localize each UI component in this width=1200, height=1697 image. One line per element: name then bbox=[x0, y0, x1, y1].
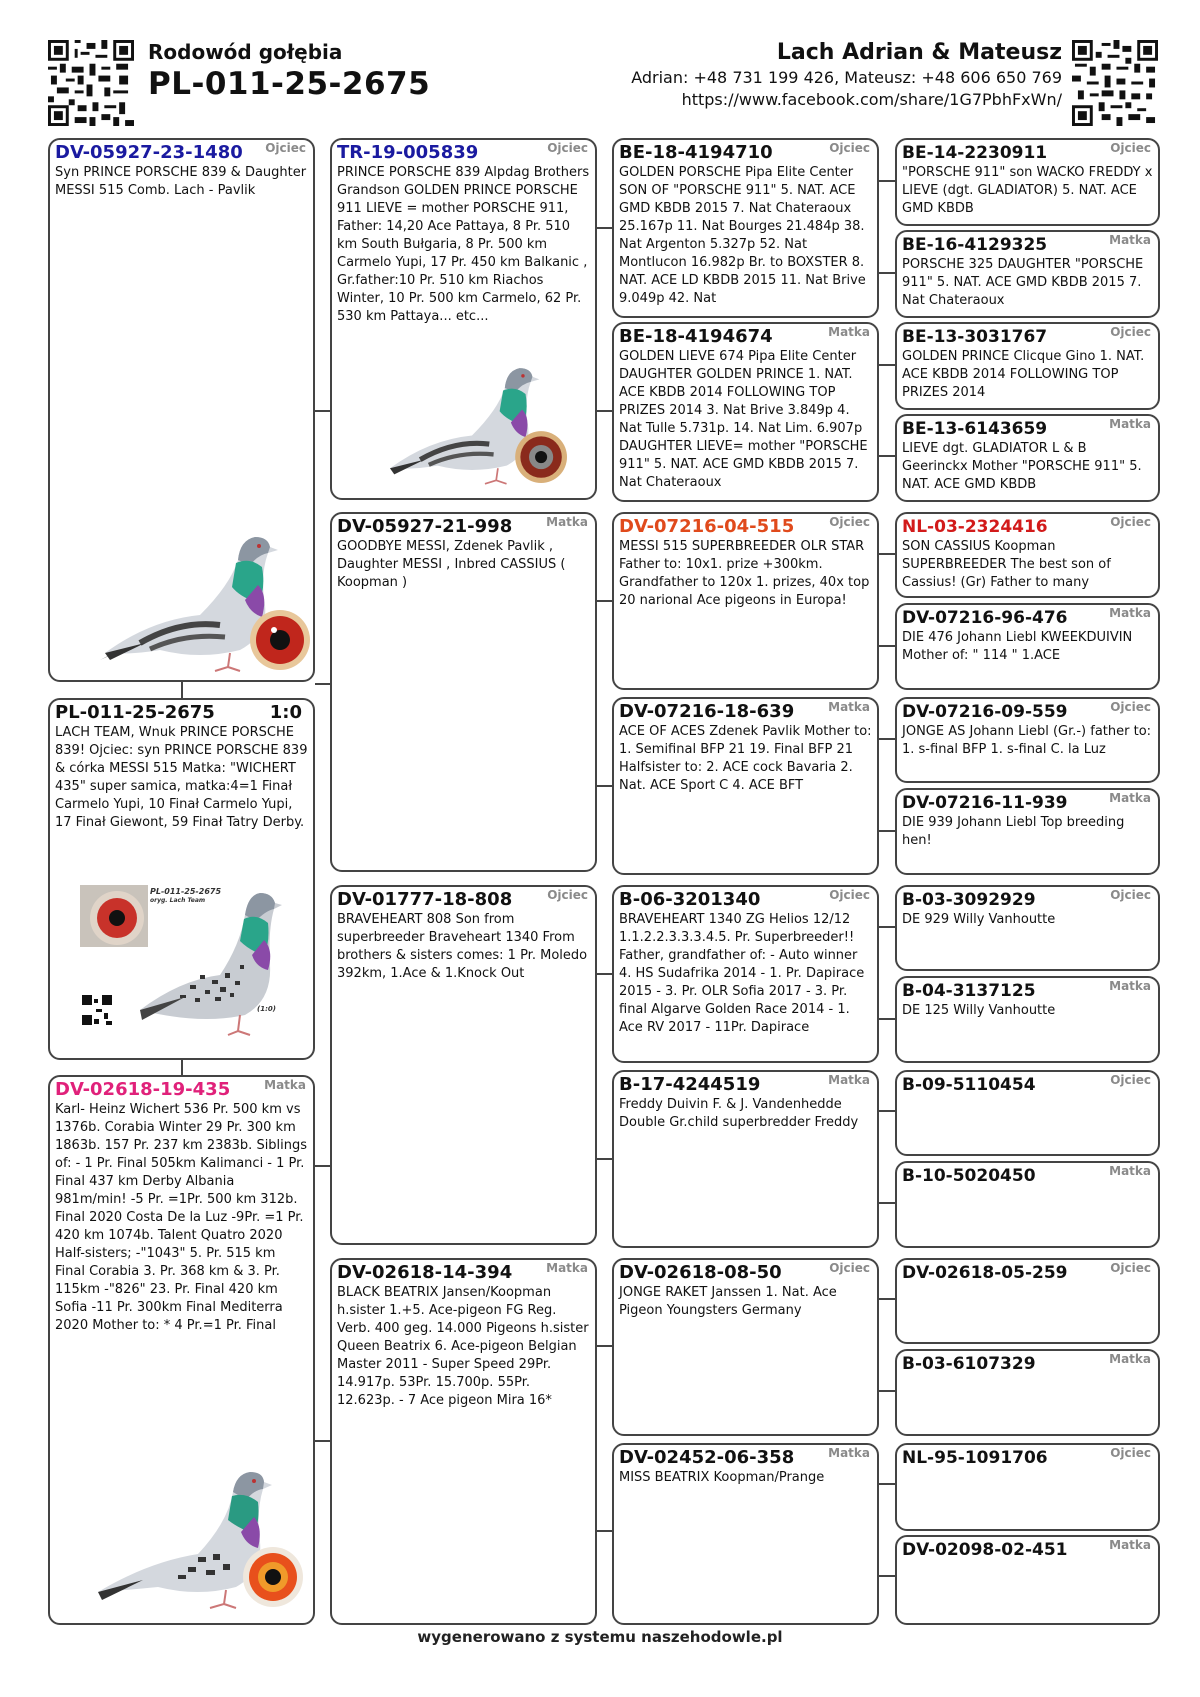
ring-number: BE-18-4194710 bbox=[619, 142, 773, 163]
connector-line bbox=[597, 410, 612, 412]
header-right bbox=[631, 40, 1062, 109]
qr-code-right bbox=[1072, 40, 1158, 126]
ring-number: BE-13-3031767 bbox=[902, 327, 1048, 347]
ring-number: B-17-4244519 bbox=[619, 1074, 761, 1095]
role-label: Matka bbox=[1109, 1164, 1151, 1178]
connector-line bbox=[879, 455, 895, 457]
qr-code-left bbox=[48, 40, 134, 126]
pedigree-card-gen4[interactable] bbox=[895, 1258, 1160, 1344]
connector-line bbox=[181, 1060, 183, 1075]
pedigree-card-gen4[interactable] bbox=[895, 1349, 1160, 1436]
role-label: Ojciec bbox=[829, 515, 870, 529]
ring-number: B-09-5110454 bbox=[902, 1075, 1036, 1095]
pigeon-description: Freddy Duivin F. & J. Vandenhedde Double Gr.child superbredder Freddy bbox=[619, 1097, 859, 1130]
connector-line bbox=[315, 410, 330, 412]
ring-number: TR-19-005839 bbox=[337, 142, 479, 163]
pigeon-description: JONGE RAKET Janssen 1. Nat. Ace Pigeon Youngsters Germany bbox=[619, 1285, 837, 1318]
header-left bbox=[148, 40, 430, 102]
owner-phones: Adrian: +48 731 199 426, Mateusz: +48 606 650 769 bbox=[631, 68, 1062, 87]
connector-line bbox=[597, 227, 612, 229]
pigeon-photo bbox=[377, 355, 567, 490]
role-label: Matka bbox=[1109, 417, 1151, 431]
pedigree-card-gen4[interactable] bbox=[895, 603, 1160, 690]
pedigree-card-gen3[interactable] bbox=[612, 1258, 879, 1436]
role-label: Matka bbox=[828, 1446, 870, 1460]
role-label: Matka bbox=[1109, 1538, 1151, 1552]
role-label: Matka bbox=[1109, 1352, 1151, 1366]
connector-line bbox=[597, 600, 612, 602]
pigeon-description: DIE 476 Johann Liebl KWEEKDUIVIN Mother of: " 114 " 1.ACE bbox=[902, 630, 1133, 663]
pigeon-description: JONGE AS Johann Liebl (Gr.-) father to: 1. s-final BFP 1. s-final C. la Luz bbox=[902, 724, 1152, 757]
qr-code-icon bbox=[48, 40, 134, 126]
pigeon-description: MISS BEATRIX Koopman/Prange bbox=[619, 1470, 825, 1485]
role-label: Matka bbox=[546, 515, 588, 529]
ring-number: DV-02452-06-358 bbox=[619, 1447, 795, 1468]
role-label: Ojciec bbox=[1110, 141, 1151, 155]
role-label: Ojciec bbox=[829, 141, 870, 155]
ring-number: BE-14-2230911 bbox=[902, 143, 1048, 163]
pigeon-description: "PORSCHE 911" son WACKO FREDDY x LIEVE (dgt. GLADIATOR) 5. NAT. ACE GMD KBDB bbox=[902, 165, 1153, 216]
ring-number: DV-02618-19-435 bbox=[55, 1079, 231, 1100]
role-label: Ojciec bbox=[829, 1261, 870, 1275]
connector-line bbox=[879, 1575, 895, 1577]
subject-photo bbox=[80, 885, 285, 1040]
connector-line bbox=[879, 553, 895, 555]
pigeon-description: DIE 939 Johann Liebl Top breeding hen! bbox=[902, 815, 1125, 848]
pedigree-card-gen4[interactable] bbox=[895, 1535, 1160, 1625]
owner-name: Lach Adrian & Mateusz bbox=[776, 40, 1062, 65]
role-label: Ojciec bbox=[265, 141, 306, 155]
ring-number: DV-01777-18-808 bbox=[337, 889, 513, 910]
role-label: Ojciec bbox=[1110, 325, 1151, 339]
role-label: Ojciec bbox=[547, 141, 588, 155]
role-label: Ojciec bbox=[829, 888, 870, 902]
pigeon-description: GOODBYE MESSI, Zdenek Pavlik , Daughter MESSI , Inbred CASSIUS ( Koopman ) bbox=[337, 539, 566, 590]
connector-line bbox=[879, 1110, 895, 1112]
ring-number: DV-07216-18-639 bbox=[619, 701, 795, 722]
pedigree-card-gen3[interactable] bbox=[612, 885, 879, 1063]
pedigree-card-granddam-maternal[interactable] bbox=[330, 1258, 597, 1625]
ring-number: DV-07216-04-515 bbox=[619, 516, 795, 537]
subject-ratio: 1:0 bbox=[269, 702, 302, 723]
ring-number: DV-02618-05-259 bbox=[902, 1263, 1068, 1283]
ring-number: B-03-3092929 bbox=[902, 890, 1036, 910]
connector-line bbox=[315, 1165, 330, 1167]
connector-line bbox=[879, 830, 895, 832]
pedigree-card-gen3[interactable] bbox=[612, 697, 879, 875]
page-title: PL-011-25-2675 bbox=[148, 66, 431, 102]
pedigree-card-dam[interactable] bbox=[48, 1075, 315, 1625]
pigeon-description: LIEVE dgt. GLADIATOR L & B Geerinckx Mother "PORSCHE 911" 5. NAT. ACE GMD KBDB bbox=[902, 441, 1142, 492]
pedigree-card-gen4[interactable] bbox=[895, 1161, 1160, 1248]
pigeon-description: BLACK BEATRIX Jansen/Koopman h.sister 1.+5. Ace-pigeon FG Reg. Verb. 400 geg. 14.000 Pigeons h.sister Queen Beatrix 6. Ace-pigeon Belgian Master 2011 - Super Speed 29Pr. 14.917p. 53Pr. 15.700p. 55Pr. 12.623p. - 7 Ace pigeon Mira 16* bbox=[337, 1285, 589, 1408]
footer-credit: wygenerowano z systemu naszehodowle.pl bbox=[417, 1628, 783, 1646]
pigeon-description: GOLDEN LIEVE 674 Pipa Elite Center DAUGHTER GOLDEN PRINCE 1. NAT. ACE KBDB 2014 FOLLOWING TOP PRIZES 2014 3. Nat Brive 3.849p 4. Nat Tulle 5.731p. 14. Nat Lim. 6.907p DAUGHTER LIEVE= mother "PORSCHE 911" 5. NAT. ACE GMD KBDB 2015 7. Nat Chateraoux bbox=[619, 349, 868, 490]
ring-number: DV-05927-23-1480 bbox=[55, 142, 243, 163]
role-label: Matka bbox=[1109, 606, 1151, 620]
connector-line bbox=[879, 1483, 895, 1485]
pedigree-card-gen3[interactable] bbox=[612, 138, 879, 318]
connector-line bbox=[315, 683, 330, 685]
connector-line bbox=[597, 1158, 612, 1160]
role-label: Matka bbox=[1109, 233, 1151, 247]
connector-line bbox=[879, 1298, 895, 1300]
pedigree-card-gen4[interactable] bbox=[895, 697, 1160, 783]
connector-line bbox=[879, 180, 895, 182]
pedigree-card-grandsire-paternal[interactable] bbox=[330, 138, 597, 500]
pigeon-description: GOLDEN PORSCHE Pipa Elite Center SON OF "PORSCHE 911" 5. NAT. ACE GMD KBDB 2015 7. Nat Chateraoux 25.167p 11. Nat Bourges 21.484p 38. Nat Argenton 5.327p 52. Nat Montlucon 16.982p Br. to BOXSTER 8. NAT. ACE LD KBDB 2015 11. Nat Brive 9.049p 42. Nat bbox=[619, 165, 866, 306]
pedigree-card-grandsire-maternal[interactable] bbox=[330, 885, 597, 1245]
pigeon-description: SON CASSIUS Koopman SUPERBREEDER The best son of Cassius! (Gr) Father to many bbox=[902, 539, 1111, 590]
role-label: Ojciec bbox=[1110, 1446, 1151, 1460]
role-label: Matka bbox=[828, 700, 870, 714]
pigeon-description: GOLDEN PRINCE Clicque Gino 1. NAT. ACE KBDB 2014 FOLLOWING TOP PRIZES 2014 bbox=[902, 349, 1145, 400]
connector-line bbox=[879, 272, 895, 274]
subject-ring-number: PL-011-25-2675 bbox=[55, 702, 215, 723]
pigeon-description: DE 125 Willy Vanhoutte bbox=[902, 1003, 1056, 1018]
ring-number: NL-03-2324416 bbox=[902, 517, 1048, 537]
pigeon-description: MESSI 515 SUPERBREEDER OLR STAR Father to: 10x1. prize +300km. Grandfather to 120x 1. prizes, 40x top 20 narional Ace pigeons in Europa! bbox=[619, 539, 870, 608]
connector-line bbox=[879, 1390, 895, 1392]
connector-line bbox=[879, 364, 895, 366]
role-label: Matka bbox=[264, 1078, 306, 1092]
role-label: Ojciec bbox=[1110, 515, 1151, 529]
ring-number: B-04-3137125 bbox=[902, 981, 1036, 1001]
pigeon-description: Syn PRINCE PORSCHE 839 & Daughter MESSI 515 Comb. Lach - Pavlik bbox=[55, 165, 307, 198]
pigeon-image-icon bbox=[377, 355, 567, 490]
photo-ratio-label: (1:0) bbox=[257, 1005, 276, 1013]
pedigree-card-gen3[interactable] bbox=[612, 1443, 879, 1625]
pigeon-image-icon bbox=[80, 885, 285, 1040]
pedigree-card-gen4[interactable] bbox=[895, 885, 1160, 971]
qr-code-icon bbox=[1072, 40, 1158, 126]
pedigree-card-gen3[interactable] bbox=[612, 322, 879, 502]
ring-number: DV-02098-02-451 bbox=[902, 1540, 1068, 1560]
pigeon-description: DE 929 Willy Vanhoutte bbox=[902, 912, 1056, 927]
ring-number: DV-02618-08-50 bbox=[619, 1262, 782, 1283]
connector-line bbox=[315, 1440, 330, 1442]
ring-number: BE-16-4129325 bbox=[902, 235, 1048, 255]
pedigree-card-gen4[interactable] bbox=[895, 512, 1160, 598]
role-label: Ojciec bbox=[1110, 1261, 1151, 1275]
pedigree-card-gen3[interactable] bbox=[612, 512, 879, 690]
pigeon-description: PRINCE PORSCHE 839 Alpdag Brothers Grandson GOLDEN PRINCE PORSCHE 911 LIEVE = mother PORSCHE 911, Father: 14,20 Ace Pattaya, 8 Pr. 510 km South Bułgaria, 8 Pr. 500 km Carmelo Yupi, 17 Pr. 450 km Balkanic , Gr.father:10 Pr. 510 km Riachos Winter, 10 Pr. 500 km Carmelo, 62 Pr. 530 km Pattaya... etc... bbox=[337, 165, 590, 324]
ring-number: B-06-3201340 bbox=[619, 889, 761, 910]
ring-number: NL-95-1091706 bbox=[902, 1448, 1048, 1468]
connector-line bbox=[879, 1018, 895, 1020]
ring-number: DV-07216-09-559 bbox=[902, 702, 1068, 722]
pigeon-description: PORSCHE 325 DAUGHTER "PORSCHE 911" 5. NAT. ACE GMD KBDB 2015 7. Nat Chateraoux bbox=[902, 257, 1144, 308]
pedigree-card-gen4[interactable] bbox=[895, 1070, 1160, 1156]
pedigree-card-gen3[interactable] bbox=[612, 1070, 879, 1248]
subject-description: LACH TEAM, Wnuk PRINCE PORSCHE 839! Ojciec: syn PRINCE PORSCHE 839 & córka MESSI 515 Matka: "WICHERT 435" super samica, matka:4=1 Finał Carmelo Yupi, 10 Finał Carmelo Yupi, 17 Finał Giewont, 59 Finał Tatry Derby. bbox=[55, 725, 308, 830]
page-subtitle: Rodowód gołębia bbox=[148, 40, 343, 64]
photo-owner-label: oryg. Lach Team bbox=[150, 897, 206, 904]
pigeon-description: Karl- Heinz Wichert 536 Pr. 500 km vs 1376b. Corabia Winter 29 Pr. 300 km 1863b. 157 Pr. 237 km 2383b. Siblings of: - 1 Pr. Final 505km Kalimanci - 1 Pr. Final 437 km Derby Albania 981m/min! -5 Pr. =1Pr. 500 km 312b. Final 2020 Costa De la Luz -9Pr. =1 Pr. 420 km 1074b. Talent Quatro 2020 Half-sisters; -"1043" 5. Pr. 515 km Final Corabia 3. Pr. 368 km & 3. Pr. 115km -"826" 23. Pr. Final 420 km Sofia -11 Pr. 300km Final Mediterra 2020 Mother to: * 4 Pr.=1 Pr. Final bbox=[55, 1102, 308, 1333]
ring-number: DV-07216-96-476 bbox=[902, 608, 1068, 628]
pigeon-image-icon bbox=[90, 525, 310, 675]
connector-line bbox=[597, 1530, 612, 1532]
pedigree-card-gen4[interactable] bbox=[895, 138, 1160, 226]
ring-number: DV-05927-21-998 bbox=[337, 516, 513, 537]
pigeon-photo bbox=[90, 525, 310, 675]
ring-number: DV-02618-14-394 bbox=[337, 1262, 513, 1283]
connector-line bbox=[597, 973, 612, 975]
role-label: Ojciec bbox=[1110, 1073, 1151, 1087]
role-label: Ojciec bbox=[547, 888, 588, 902]
pigeon-description: BRAVEHEART 808 Son from superbreeder Braveheart 1340 From brothers & sisters comes: 1 Pr. Moledo 392km, 1.Ace & 1.Knock Out bbox=[337, 912, 588, 981]
ring-number: BE-18-4194674 bbox=[619, 326, 773, 347]
role-label: Matka bbox=[1109, 979, 1151, 993]
pigeon-photo bbox=[88, 1462, 308, 1612]
role-label: Ojciec bbox=[1110, 700, 1151, 714]
pedigree-card-gen4[interactable] bbox=[895, 414, 1160, 502]
pedigree-card-subject[interactable] bbox=[48, 698, 315, 1060]
pedigree-card-gen4[interactable] bbox=[895, 1443, 1160, 1531]
ring-number: B-03-6107329 bbox=[902, 1354, 1036, 1374]
ring-number: DV-07216-11-939 bbox=[902, 793, 1068, 813]
pedigree-card-gen4[interactable] bbox=[895, 322, 1160, 410]
connector-line bbox=[597, 785, 612, 787]
pedigree-card-gen4[interactable] bbox=[895, 788, 1160, 875]
pedigree-card-gen4[interactable] bbox=[895, 976, 1160, 1063]
pigeon-description: ACE OF ACES Zdenek Pavlik Mother to: 1. Semifinal BFP 21 19. Final BFP 21 Halfsister to: 2. ACE cock Bavaria 2. Nat. ACE Sport C 4. ACE BFT bbox=[619, 724, 872, 793]
pedigree-card-gen4[interactable] bbox=[895, 230, 1160, 318]
ring-number: B-10-5020450 bbox=[902, 1166, 1036, 1186]
connector-line bbox=[879, 926, 895, 928]
role-label: Matka bbox=[546, 1261, 588, 1275]
pedigree-card-sire[interactable] bbox=[48, 138, 315, 682]
role-label: Ojciec bbox=[1110, 888, 1151, 902]
role-label: Matka bbox=[828, 1073, 870, 1087]
ring-number: BE-13-6143659 bbox=[902, 419, 1048, 439]
role-label: Matka bbox=[828, 325, 870, 339]
connector-line bbox=[879, 645, 895, 647]
pigeon-image-icon bbox=[88, 1462, 308, 1612]
pigeon-description: BRAVEHEART 1340 ZG Helios 12/12 1.1.2.2.3.3.3.4.5. Pr. Superbreeder!! Father, grandfather of: - Auto winner 4. HS Sudafrika 2014 - 1. Pr. Dapirace 2015 - 3. Pr. OLR Sofia 2017 - 3. Pr. final Algarve Golden Race 2014 - 1. Ace RV 2017 - 11Pr. Dapirace bbox=[619, 912, 865, 1035]
connector-line bbox=[879, 738, 895, 740]
connector-line bbox=[181, 682, 183, 698]
role-label: Matka bbox=[1109, 791, 1151, 805]
photo-ring-label: PL-011-25-2675 bbox=[150, 887, 222, 896]
connector-line bbox=[879, 1202, 895, 1204]
connector-line bbox=[597, 1345, 612, 1347]
pedigree-card-granddam-paternal[interactable] bbox=[330, 512, 597, 872]
owner-url[interactable]: https://www.facebook.com/share/1G7PbhFxWn/ bbox=[681, 90, 1062, 109]
